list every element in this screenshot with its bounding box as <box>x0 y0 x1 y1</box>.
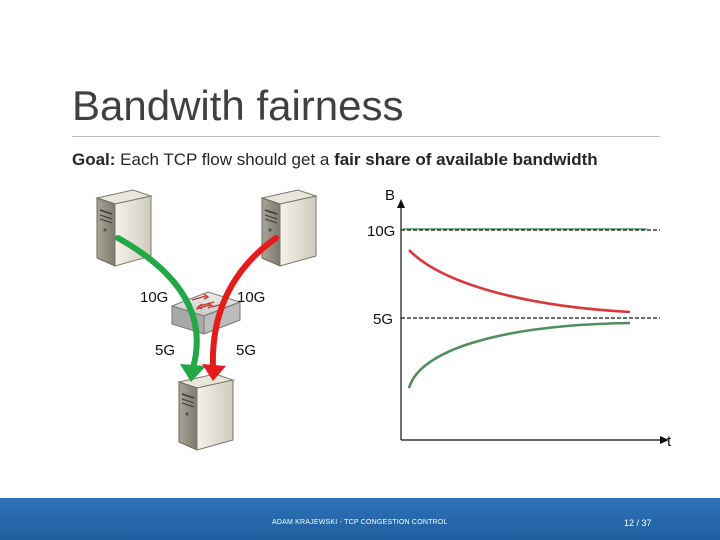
bandwidth-time-chart <box>367 187 672 450</box>
goal-emphasis: fair share of available bandwidth <box>334 150 598 169</box>
red-upper-bandwidth-label: 10G <box>237 289 266 306</box>
upper-level-label: 10G <box>367 223 396 240</box>
x-axis-label: t <box>667 433 672 450</box>
red-lower-bandwidth-label: 5G <box>236 342 257 359</box>
goal-prefix: Goal: <box>72 150 116 169</box>
y-axis-label: B <box>385 187 396 204</box>
green-upper-bandwidth-label: 10G <box>140 289 169 306</box>
lower-level-label: 5G <box>373 311 394 328</box>
page-number: 12 / 37 <box>624 518 652 528</box>
slide-title: Bandwith fairness <box>72 82 404 129</box>
goal-text: Each TCP flow should get a <box>115 150 335 169</box>
footer-credit: ADAM KRAJEWSKI - TCP CONGESTION CONTROL <box>272 519 448 526</box>
server-icon-bottom <box>179 374 233 450</box>
y-axis-arrowhead <box>397 199 405 208</box>
green-flow-bandwidth-curve <box>409 323 630 388</box>
red-flow-bandwidth-curve <box>409 250 630 312</box>
green-lower-bandwidth-label: 5G <box>155 342 176 359</box>
server-icon-right <box>262 190 316 266</box>
